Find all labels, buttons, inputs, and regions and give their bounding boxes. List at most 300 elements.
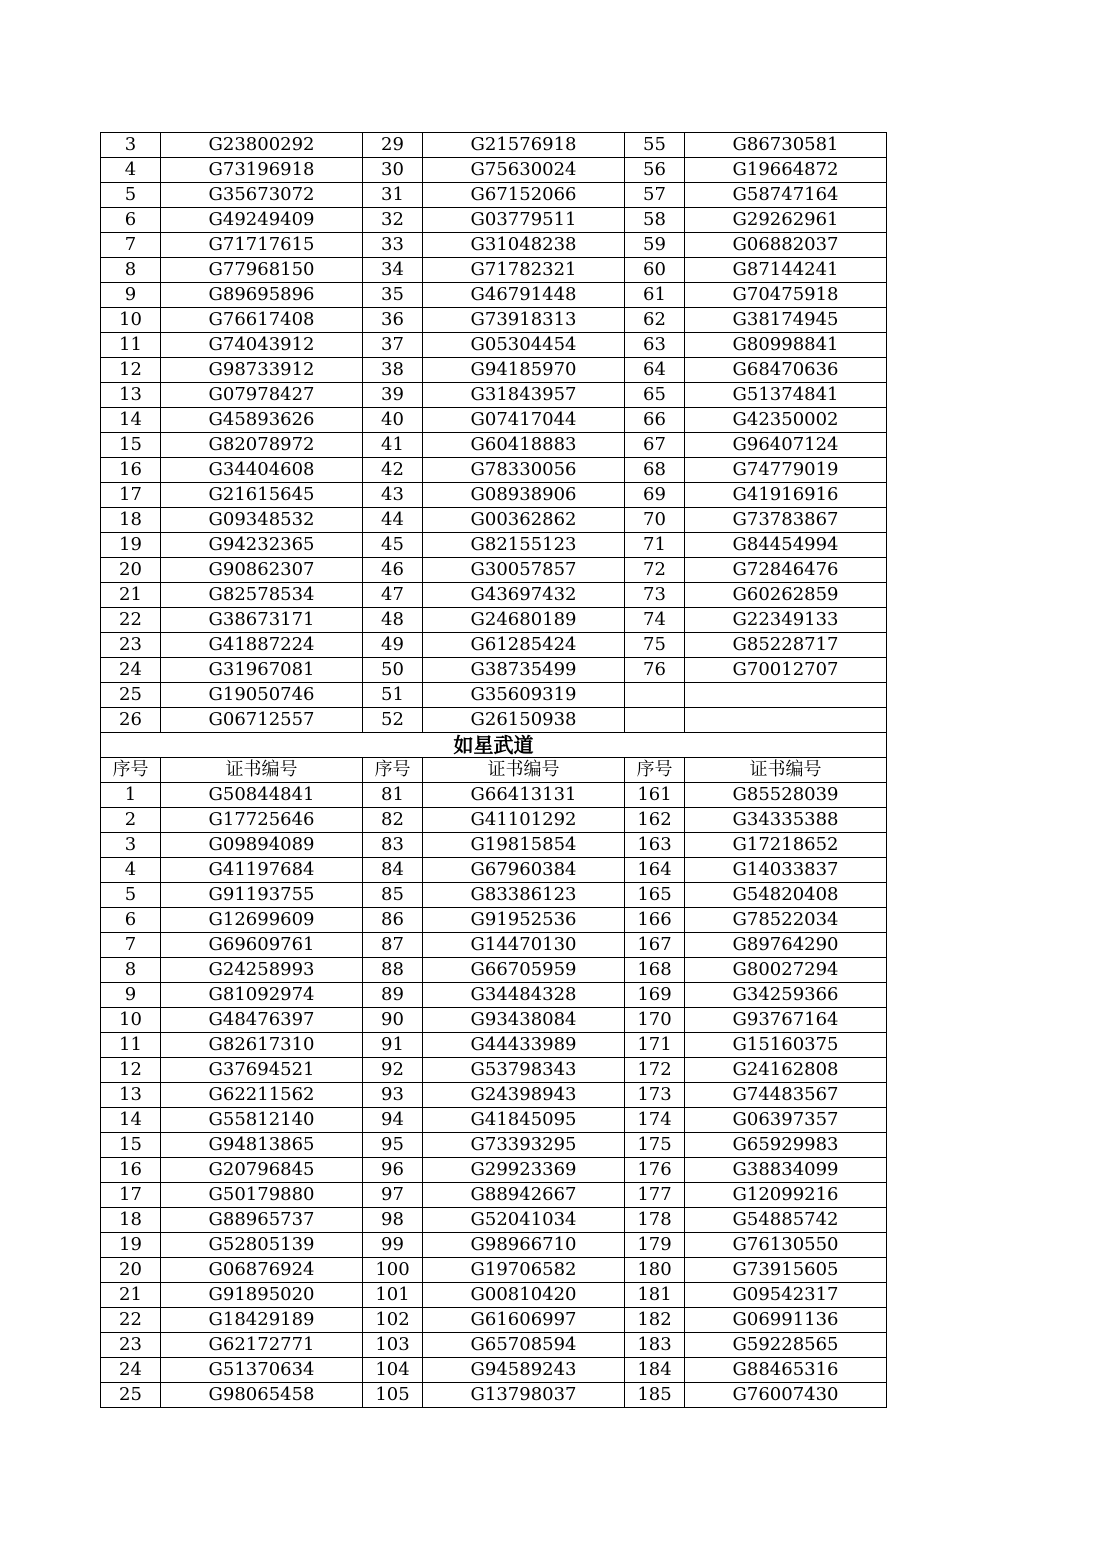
serial-number-cell: 16 bbox=[101, 458, 161, 483]
certificate-number-cell: G91895020 bbox=[161, 1283, 363, 1308]
certificate-number-cell: G46791448 bbox=[423, 283, 625, 308]
serial-number-cell: 46 bbox=[363, 558, 423, 583]
certificate-number-cell: G67152066 bbox=[423, 183, 625, 208]
serial-number-cell: 14 bbox=[101, 408, 161, 433]
serial-number-cell: 73 bbox=[625, 583, 685, 608]
table-row bbox=[101, 883, 887, 908]
certificate-number-cell: G71782321 bbox=[423, 258, 625, 283]
serial-number-cell: 9 bbox=[101, 983, 161, 1008]
serial-number-cell: 104 bbox=[363, 1358, 423, 1383]
certificate-number-cell: G76617408 bbox=[161, 308, 363, 333]
certificate-number-cell: G81092974 bbox=[161, 983, 363, 1008]
serial-number-cell: 36 bbox=[363, 308, 423, 333]
serial-number-cell: 62 bbox=[625, 308, 685, 333]
certificate-number-cell: G14470130 bbox=[423, 933, 625, 958]
serial-number-cell: 82 bbox=[363, 808, 423, 833]
serial-number-cell: 90 bbox=[363, 1008, 423, 1033]
table-row bbox=[101, 558, 887, 583]
table-row bbox=[101, 408, 887, 433]
serial-number-cell: 8 bbox=[101, 258, 161, 283]
certificate-number-cell: G41197684 bbox=[161, 858, 363, 883]
certificate-number-cell: G74043912 bbox=[161, 333, 363, 358]
certificate-number-cell: G89695896 bbox=[161, 283, 363, 308]
serial-number-cell: 60 bbox=[625, 258, 685, 283]
serial-number-cell: 165 bbox=[625, 883, 685, 908]
certificate-number-cell: G83386123 bbox=[423, 883, 625, 908]
column-header-row bbox=[101, 758, 887, 783]
serial-number-cell: 168 bbox=[625, 958, 685, 983]
serial-number-cell: 93 bbox=[363, 1083, 423, 1108]
certificate-number-cell: G03779511 bbox=[423, 208, 625, 233]
serial-number-cell: 30 bbox=[363, 158, 423, 183]
serial-number-cell: 55 bbox=[625, 133, 685, 158]
certificate-number-cell: G60262859 bbox=[685, 583, 887, 608]
serial-number-cell: 183 bbox=[625, 1333, 685, 1358]
certificate-number-cell: G48476397 bbox=[161, 1008, 363, 1033]
serial-number-cell: 97 bbox=[363, 1183, 423, 1208]
certificate-number-cell: G50844841 bbox=[161, 783, 363, 808]
serial-number-cell: 64 bbox=[625, 358, 685, 383]
table-row bbox=[101, 808, 887, 833]
serial-number-cell: 7 bbox=[101, 933, 161, 958]
serial-number-cell: 11 bbox=[101, 333, 161, 358]
column-header-cert-no: 证书编号 bbox=[685, 758, 887, 783]
certificate-number-cell: G43697432 bbox=[423, 583, 625, 608]
certificate-number-cell: G66705959 bbox=[423, 958, 625, 983]
serial-number-cell: 48 bbox=[363, 608, 423, 633]
table-row bbox=[101, 1208, 887, 1233]
serial-number-cell: 91 bbox=[363, 1033, 423, 1058]
certificate-number-cell: G52805139 bbox=[161, 1233, 363, 1258]
serial-number-cell: 50 bbox=[363, 658, 423, 683]
table-row bbox=[101, 133, 887, 158]
certificate-number-cell: G06876924 bbox=[161, 1258, 363, 1283]
certificate-number-cell: G34404608 bbox=[161, 458, 363, 483]
table-row bbox=[101, 508, 887, 533]
certificate-number-cell: G67960384 bbox=[423, 858, 625, 883]
table-row bbox=[101, 833, 887, 858]
certificate-number-cell: G35609319 bbox=[423, 683, 625, 708]
certificate-number-cell: G14033837 bbox=[685, 858, 887, 883]
certificate-number-cell: G29262961 bbox=[685, 208, 887, 233]
certificate-number-cell: G06882037 bbox=[685, 233, 887, 258]
certificate-number-cell: G62211562 bbox=[161, 1083, 363, 1108]
certificate-number-cell: G88465316 bbox=[685, 1358, 887, 1383]
serial-number-cell: 92 bbox=[363, 1058, 423, 1083]
serial-number-cell: 19 bbox=[101, 1233, 161, 1258]
table-row bbox=[101, 1283, 887, 1308]
serial-number-cell: 95 bbox=[363, 1133, 423, 1158]
serial-number-cell: 40 bbox=[363, 408, 423, 433]
certificate-number-cell: G85228717 bbox=[685, 633, 887, 658]
certificate-number-cell: G07978427 bbox=[161, 383, 363, 408]
certificate-number-cell: G08938906 bbox=[423, 483, 625, 508]
serial-number-cell: 178 bbox=[625, 1208, 685, 1233]
table-row bbox=[101, 283, 887, 308]
certificate-number-cell: G61285424 bbox=[423, 633, 625, 658]
certificate-number-cell: G24680189 bbox=[423, 608, 625, 633]
table-row bbox=[101, 358, 887, 383]
table-row bbox=[101, 533, 887, 558]
serial-number-cell: 4 bbox=[101, 158, 161, 183]
certificate-number-cell: G77968150 bbox=[161, 258, 363, 283]
certificate-number-cell: G51370634 bbox=[161, 1358, 363, 1383]
serial-number-cell: 4 bbox=[101, 858, 161, 883]
certificate-number-cell: G15160375 bbox=[685, 1033, 887, 1058]
certificate-number-cell: G76130550 bbox=[685, 1233, 887, 1258]
serial-number-cell: 94 bbox=[363, 1108, 423, 1133]
certificate-number-cell: G80998841 bbox=[685, 333, 887, 358]
certificate-number-cell: G41887224 bbox=[161, 633, 363, 658]
certificate-number-cell: G82078972 bbox=[161, 433, 363, 458]
certificate-number-cell: G66413131 bbox=[423, 783, 625, 808]
certificate-number-cell: G94232365 bbox=[161, 533, 363, 558]
serial-number-cell: 179 bbox=[625, 1233, 685, 1258]
column-header-index: 序号 bbox=[101, 758, 161, 783]
serial-number-cell: 23 bbox=[101, 1333, 161, 1358]
certificate-number-cell: G65929983 bbox=[685, 1133, 887, 1158]
certificate-number-cell: G91952536 bbox=[423, 908, 625, 933]
certificate-number-cell: G89764290 bbox=[685, 933, 887, 958]
certificate-number-cell: G41916916 bbox=[685, 483, 887, 508]
certificate-number-cell: G91193755 bbox=[161, 883, 363, 908]
serial-number-cell: 15 bbox=[101, 433, 161, 458]
certificate-number-cell: G29923369 bbox=[423, 1158, 625, 1183]
certificate-number-cell: G09542317 bbox=[685, 1283, 887, 1308]
certificate-number-cell: G82155123 bbox=[423, 533, 625, 558]
table-row bbox=[101, 1183, 887, 1208]
table-row bbox=[101, 633, 887, 658]
certificate-number-cell: G94185970 bbox=[423, 358, 625, 383]
table-row bbox=[101, 933, 887, 958]
certificate-number-cell: G78522034 bbox=[685, 908, 887, 933]
certificate-number-cell: G68470636 bbox=[685, 358, 887, 383]
serial-number-cell: 3 bbox=[101, 833, 161, 858]
certificate-number-cell: G30057857 bbox=[423, 558, 625, 583]
certificate-number-cell: G23800292 bbox=[161, 133, 363, 158]
table-row bbox=[101, 1383, 887, 1408]
certificate-number-cell: G52041034 bbox=[423, 1208, 625, 1233]
serial-number-cell: 1 bbox=[101, 783, 161, 808]
serial-number-cell: 56 bbox=[625, 158, 685, 183]
serial-number-cell: 25 bbox=[101, 683, 161, 708]
serial-number-cell: 181 bbox=[625, 1283, 685, 1308]
serial-number-cell: 6 bbox=[101, 908, 161, 933]
serial-number-cell: 65 bbox=[625, 383, 685, 408]
certificate-number-cell: G60418883 bbox=[423, 433, 625, 458]
serial-number-cell: 19 bbox=[101, 533, 161, 558]
column-header-index: 序号 bbox=[625, 758, 685, 783]
serial-number-cell: 177 bbox=[625, 1183, 685, 1208]
serial-number-cell: 103 bbox=[363, 1333, 423, 1358]
serial-number-cell: 25 bbox=[101, 1383, 161, 1408]
serial-number-cell: 163 bbox=[625, 833, 685, 858]
serial-number-cell: 34 bbox=[363, 258, 423, 283]
certificate-number-cell: G84454994 bbox=[685, 533, 887, 558]
serial-number-cell: 13 bbox=[101, 383, 161, 408]
serial-number-cell: 85 bbox=[363, 883, 423, 908]
serial-number-cell: 57 bbox=[625, 183, 685, 208]
serial-number-cell: 98 bbox=[363, 1208, 423, 1233]
serial-number-cell: 88 bbox=[363, 958, 423, 983]
serial-number-cell: 101 bbox=[363, 1283, 423, 1308]
certificate-number-cell: G70475918 bbox=[685, 283, 887, 308]
table-row bbox=[101, 383, 887, 408]
certificate-number-cell: G80027294 bbox=[685, 958, 887, 983]
serial-number-cell: 66 bbox=[625, 408, 685, 433]
certificate-number-cell: G00810420 bbox=[423, 1283, 625, 1308]
certificate-number-cell bbox=[685, 683, 887, 708]
serial-number-cell: 161 bbox=[625, 783, 685, 808]
serial-number-cell: 182 bbox=[625, 1308, 685, 1333]
serial-number-cell: 10 bbox=[101, 1008, 161, 1033]
serial-number-cell: 96 bbox=[363, 1158, 423, 1183]
certificate-number-cell: G73915605 bbox=[685, 1258, 887, 1283]
certificate-number-cell: G22349133 bbox=[685, 608, 887, 633]
serial-number-cell: 37 bbox=[363, 333, 423, 358]
table-row bbox=[101, 258, 887, 283]
serial-number-cell: 74 bbox=[625, 608, 685, 633]
certificate-number-cell: G86730581 bbox=[685, 133, 887, 158]
table-row bbox=[101, 158, 887, 183]
serial-number-cell: 172 bbox=[625, 1058, 685, 1083]
column-header-cert-no: 证书编号 bbox=[423, 758, 625, 783]
serial-number-cell: 52 bbox=[363, 708, 423, 733]
certificate-number-cell: G73918313 bbox=[423, 308, 625, 333]
certificate-number-cell: G41101292 bbox=[423, 808, 625, 833]
serial-number-cell: 170 bbox=[625, 1008, 685, 1033]
certificate-number-cell: G93767164 bbox=[685, 1008, 887, 1033]
certificate-number-cell: G72846476 bbox=[685, 558, 887, 583]
serial-number-cell: 167 bbox=[625, 933, 685, 958]
certificate-number-cell: G88965737 bbox=[161, 1208, 363, 1233]
serial-number-cell: 180 bbox=[625, 1258, 685, 1283]
certificate-number-cell: G06712557 bbox=[161, 708, 363, 733]
certificate-number-cell: G42350002 bbox=[685, 408, 887, 433]
serial-number-cell: 51 bbox=[363, 683, 423, 708]
certificate-number-cell: G34484328 bbox=[423, 983, 625, 1008]
serial-number-cell: 81 bbox=[363, 783, 423, 808]
table-row bbox=[101, 1233, 887, 1258]
table-row bbox=[101, 458, 887, 483]
serial-number-cell: 5 bbox=[101, 183, 161, 208]
serial-number-cell: 11 bbox=[101, 1033, 161, 1058]
serial-number-cell: 176 bbox=[625, 1158, 685, 1183]
part2-header bbox=[101, 733, 887, 783]
serial-number-cell: 89 bbox=[363, 983, 423, 1008]
certificate-number-cell: G06397357 bbox=[685, 1108, 887, 1133]
serial-number-cell: 175 bbox=[625, 1133, 685, 1158]
serial-number-cell: 63 bbox=[625, 333, 685, 358]
certificate-number-cell: G74483567 bbox=[685, 1083, 887, 1108]
serial-number-cell: 47 bbox=[363, 583, 423, 608]
column-header-cert-no: 证书编号 bbox=[161, 758, 363, 783]
certificate-number-cell: G05304454 bbox=[423, 333, 625, 358]
certificate-number-cell: G38834099 bbox=[685, 1158, 887, 1183]
table-row bbox=[101, 1108, 887, 1133]
certificate-number-cell: G98733912 bbox=[161, 358, 363, 383]
certificate-number-cell: G09894089 bbox=[161, 833, 363, 858]
certificate-number-cell: G74779019 bbox=[685, 458, 887, 483]
serial-number-cell: 41 bbox=[363, 433, 423, 458]
certificate-number-cell: G24258993 bbox=[161, 958, 363, 983]
serial-number-cell: 184 bbox=[625, 1358, 685, 1383]
certificate-number-cell: G45893626 bbox=[161, 408, 363, 433]
certificate-number-cell: G70012707 bbox=[685, 658, 887, 683]
serial-number-cell: 9 bbox=[101, 283, 161, 308]
certificate-number-cell: G09348532 bbox=[161, 508, 363, 533]
table-row bbox=[101, 308, 887, 333]
certificate-number-cell: G96407124 bbox=[685, 433, 887, 458]
certificate-number-cell: G90862307 bbox=[161, 558, 363, 583]
certificate-number-cell: G73783867 bbox=[685, 508, 887, 533]
table-row bbox=[101, 433, 887, 458]
serial-number-cell: 32 bbox=[363, 208, 423, 233]
serial-number-cell: 15 bbox=[101, 1133, 161, 1158]
section-title-row bbox=[101, 733, 887, 758]
serial-number-cell: 17 bbox=[101, 483, 161, 508]
certificate-number-cell: G76007430 bbox=[685, 1383, 887, 1408]
certificate-number-cell: G26150938 bbox=[423, 708, 625, 733]
serial-number-cell: 31 bbox=[363, 183, 423, 208]
certificate-number-cell: G82578534 bbox=[161, 583, 363, 608]
serial-number-cell: 33 bbox=[363, 233, 423, 258]
table-row bbox=[101, 958, 887, 983]
serial-number-cell: 5 bbox=[101, 883, 161, 908]
serial-number-cell: 61 bbox=[625, 283, 685, 308]
table-row bbox=[101, 908, 887, 933]
serial-number-cell: 6 bbox=[101, 208, 161, 233]
table-row bbox=[101, 208, 887, 233]
serial-number-cell: 2 bbox=[101, 808, 161, 833]
serial-number-cell: 72 bbox=[625, 558, 685, 583]
certificate-number-cell: G06991136 bbox=[685, 1308, 887, 1333]
certificate-number-cell: G21576918 bbox=[423, 133, 625, 158]
serial-number-cell: 26 bbox=[101, 708, 161, 733]
serial-number-cell: 14 bbox=[101, 1108, 161, 1133]
serial-number-cell: 166 bbox=[625, 908, 685, 933]
serial-number-cell: 24 bbox=[101, 1358, 161, 1383]
certificate-number-cell: G38174945 bbox=[685, 308, 887, 333]
certificate-number-cell: G34259366 bbox=[685, 983, 887, 1008]
certificate-number-cell: G98065458 bbox=[161, 1383, 363, 1408]
serial-number-cell: 13 bbox=[101, 1083, 161, 1108]
certificate-number-cell: G94589243 bbox=[423, 1358, 625, 1383]
certificate-number-cell: G65708594 bbox=[423, 1333, 625, 1358]
serial-number-cell: 105 bbox=[363, 1383, 423, 1408]
certificate-number-cell: G13798037 bbox=[423, 1383, 625, 1408]
certificate-number-cell: G94813865 bbox=[161, 1133, 363, 1158]
certificate-number-cell: G24398943 bbox=[423, 1083, 625, 1108]
certificate-number-cell: G73196918 bbox=[161, 158, 363, 183]
table-row bbox=[101, 1358, 887, 1383]
serial-number-cell: 7 bbox=[101, 233, 161, 258]
serial-number-cell: 100 bbox=[363, 1258, 423, 1283]
certificate-number-cell: G19664872 bbox=[685, 158, 887, 183]
serial-number-cell: 23 bbox=[101, 633, 161, 658]
certificate-number-cell: G24162808 bbox=[685, 1058, 887, 1083]
table-row bbox=[101, 708, 887, 733]
serial-number-cell: 18 bbox=[101, 508, 161, 533]
certificate-number-cell: G35673072 bbox=[161, 183, 363, 208]
serial-number-cell: 59 bbox=[625, 233, 685, 258]
serial-number-cell bbox=[625, 708, 685, 733]
certificate-number-cell: G50179880 bbox=[161, 1183, 363, 1208]
certificate-number-cell: G31048238 bbox=[423, 233, 625, 258]
certificate-number-cell: G73393295 bbox=[423, 1133, 625, 1158]
serial-number-cell: 43 bbox=[363, 483, 423, 508]
table-row bbox=[101, 983, 887, 1008]
serial-number-cell: 86 bbox=[363, 908, 423, 933]
table-row bbox=[101, 183, 887, 208]
serial-number-cell: 67 bbox=[625, 433, 685, 458]
certificate-number-cell bbox=[685, 708, 887, 733]
serial-number-cell: 49 bbox=[363, 633, 423, 658]
serial-number-cell: 69 bbox=[625, 483, 685, 508]
certificate-number-cell: G62172771 bbox=[161, 1333, 363, 1358]
serial-number-cell: 185 bbox=[625, 1383, 685, 1408]
serial-number-cell: 45 bbox=[363, 533, 423, 558]
certificate-number-cell: G20796845 bbox=[161, 1158, 363, 1183]
serial-number-cell: 38 bbox=[363, 358, 423, 383]
table-row bbox=[101, 333, 887, 358]
table-row bbox=[101, 1133, 887, 1158]
table-row bbox=[101, 783, 887, 808]
serial-number-cell: 21 bbox=[101, 583, 161, 608]
certificate-number-cell: G41845095 bbox=[423, 1108, 625, 1133]
serial-number-cell: 83 bbox=[363, 833, 423, 858]
certificate-number-cell: G49249409 bbox=[161, 208, 363, 233]
certificate-number-cell: G37694521 bbox=[161, 1058, 363, 1083]
serial-number-cell: 39 bbox=[363, 383, 423, 408]
serial-number-cell: 171 bbox=[625, 1033, 685, 1058]
serial-number-cell: 20 bbox=[101, 1258, 161, 1283]
certificate-number-cell: G75630024 bbox=[423, 158, 625, 183]
serial-number-cell: 75 bbox=[625, 633, 685, 658]
certificate-number-cell: G53798343 bbox=[423, 1058, 625, 1083]
serial-number-cell: 29 bbox=[363, 133, 423, 158]
certificate-number-cell: G12099216 bbox=[685, 1183, 887, 1208]
certificate-number-cell: G38735499 bbox=[423, 658, 625, 683]
column-header-index: 序号 bbox=[363, 758, 423, 783]
serial-number-cell: 21 bbox=[101, 1283, 161, 1308]
certificate-number-cell: G88942667 bbox=[423, 1183, 625, 1208]
table-row bbox=[101, 583, 887, 608]
table-row bbox=[101, 483, 887, 508]
table-row bbox=[101, 1333, 887, 1358]
certificate-number-cell: G17218652 bbox=[685, 833, 887, 858]
certificate-number-cell: G18429189 bbox=[161, 1308, 363, 1333]
serial-number-cell: 42 bbox=[363, 458, 423, 483]
serial-number-cell: 162 bbox=[625, 808, 685, 833]
serial-number-cell: 58 bbox=[625, 208, 685, 233]
certificate-number-cell: G82617310 bbox=[161, 1033, 363, 1058]
certificate-number-cell: G78330056 bbox=[423, 458, 625, 483]
certificate-number-cell: G59228565 bbox=[685, 1333, 887, 1358]
serial-number-cell: 87 bbox=[363, 933, 423, 958]
certificate-number-cell: G69609761 bbox=[161, 933, 363, 958]
certificate-number-cell: G07417044 bbox=[423, 408, 625, 433]
serial-number-cell: 12 bbox=[101, 358, 161, 383]
certificate-number-cell: G44433989 bbox=[423, 1033, 625, 1058]
table-row bbox=[101, 858, 887, 883]
certificate-number-cell: G93438084 bbox=[423, 1008, 625, 1033]
certificate-number-cell: G51374841 bbox=[685, 383, 887, 408]
serial-number-cell: 22 bbox=[101, 1308, 161, 1333]
certificate-number-cell: G85528039 bbox=[685, 783, 887, 808]
part1-rows bbox=[101, 133, 887, 733]
serial-number-cell: 35 bbox=[363, 283, 423, 308]
